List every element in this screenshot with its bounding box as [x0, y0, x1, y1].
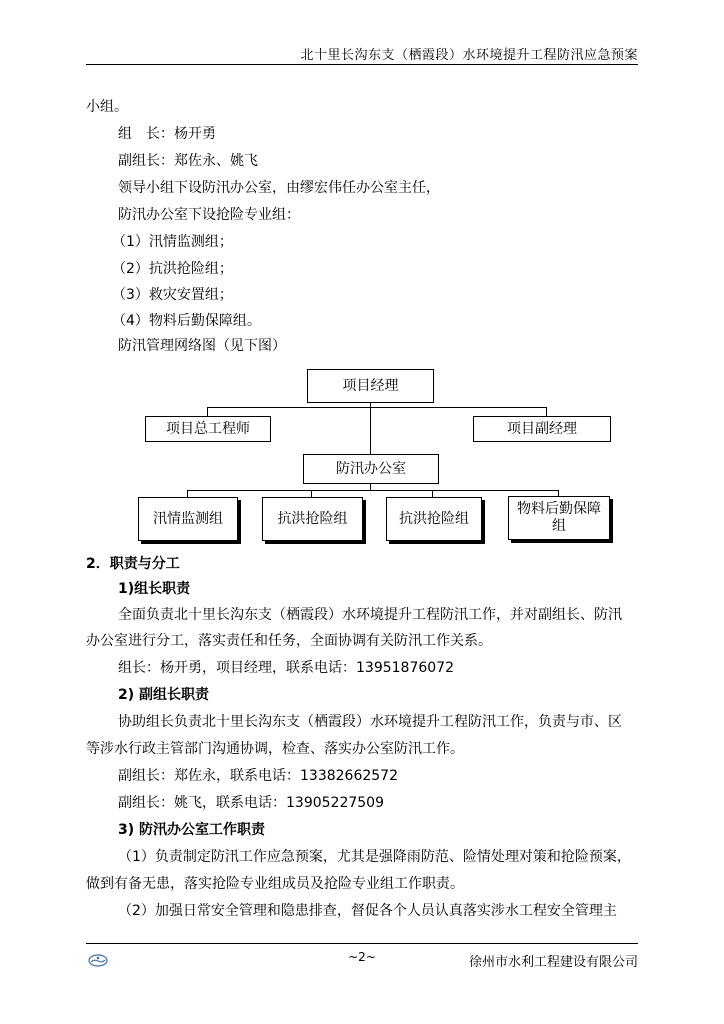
org-box-rescue-group: 抗洪抢险组: [262, 497, 363, 541]
body-line: 防汛办公室下设抢险专业组：: [118, 207, 300, 223]
connector: [370, 407, 371, 454]
subsection-heading: 3) 防汛办公室工作职责: [118, 822, 266, 838]
body-line: 小组。: [86, 99, 128, 115]
header-rule: [86, 64, 638, 65]
body-line: （1）负责制定防汛工作应急预案，尤其是强降雨防范、险情处理对策和抢险预案，: [118, 849, 631, 865]
body-line: （1）汛情监测组；: [112, 234, 233, 250]
connector: [187, 490, 558, 491]
contact-line: 组长：杨开勇，项目经理，联系电话：13951876072: [118, 660, 454, 676]
company-logo-icon: [88, 954, 108, 967]
body-line: 副组长：郑佐永、姚飞: [118, 153, 258, 169]
footer-company: 徐州市水利工程建设有限公司: [468, 955, 638, 970]
page-header-title: 北十里长沟东支（栖霞段）水环境提升工程防汛应急预案: [300, 48, 638, 63]
body-line: 等涉水行政主管部门沟通协调，检查、落实办公室防汛工作。: [86, 741, 464, 757]
section-heading: 2．职责与分工: [86, 556, 180, 572]
org-box-deputy-manager: 项目副经理: [473, 416, 611, 442]
connector: [207, 407, 546, 408]
body-line: （2）加强日常安全管理和隐患排查，督促各个人员认真落实涉水工程安全管理主: [118, 903, 617, 919]
page-number: ~2~: [348, 950, 376, 964]
org-box-rescue-group-2: 抗洪抢险组: [386, 497, 482, 541]
body-line: 防汛管理网络图（见下图）: [118, 338, 286, 354]
org-box-project-manager: 项目经理: [307, 369, 434, 403]
footer-rule: [86, 943, 638, 944]
body-line: 办公室进行分工，落实责任和任务，全面协调有关防汛工作关系。: [86, 633, 492, 649]
body-line: 做到有备无患，落实抢险专业组成员及抢险专业组工作职责。: [86, 876, 464, 892]
org-box-flood-office: 防汛办公室: [303, 454, 439, 484]
org-box-logistics-group: 物料后勤保障组: [508, 496, 610, 540]
body-line: 全面负责北十里长沟东支（栖霞段）水环境提升工程防汛工作，并对副组长、防汛: [118, 607, 622, 623]
body-line: （2）抗洪抢险组；: [112, 261, 233, 277]
org-box-chief-engineer: 项目总工程师: [145, 416, 271, 442]
contact-line: 副组长：郑佐永，联系电话：13382662572: [118, 768, 398, 784]
body-line: 领导小组下设防汛办公室，由缪宏伟任办公室主任，: [118, 180, 440, 196]
org-box-monitoring-group: 汛情监测组: [138, 497, 238, 541]
body-line: 协助组长负责北十里长沟东支（栖霞段）水环境提升工程防汛工作，负责与市、区: [118, 714, 622, 730]
body-line: （3）救灾安置组；: [112, 287, 233, 303]
subsection-heading: 2) 副组长职责: [118, 687, 210, 703]
contact-line: 副组长：姚飞，联系电话：13905227509: [118, 795, 384, 811]
body-line: （4）物料后勤保障组。: [112, 313, 261, 329]
body-line: 组 长：杨开勇: [118, 126, 216, 142]
subsection-heading: 1)组长职责: [118, 581, 191, 597]
